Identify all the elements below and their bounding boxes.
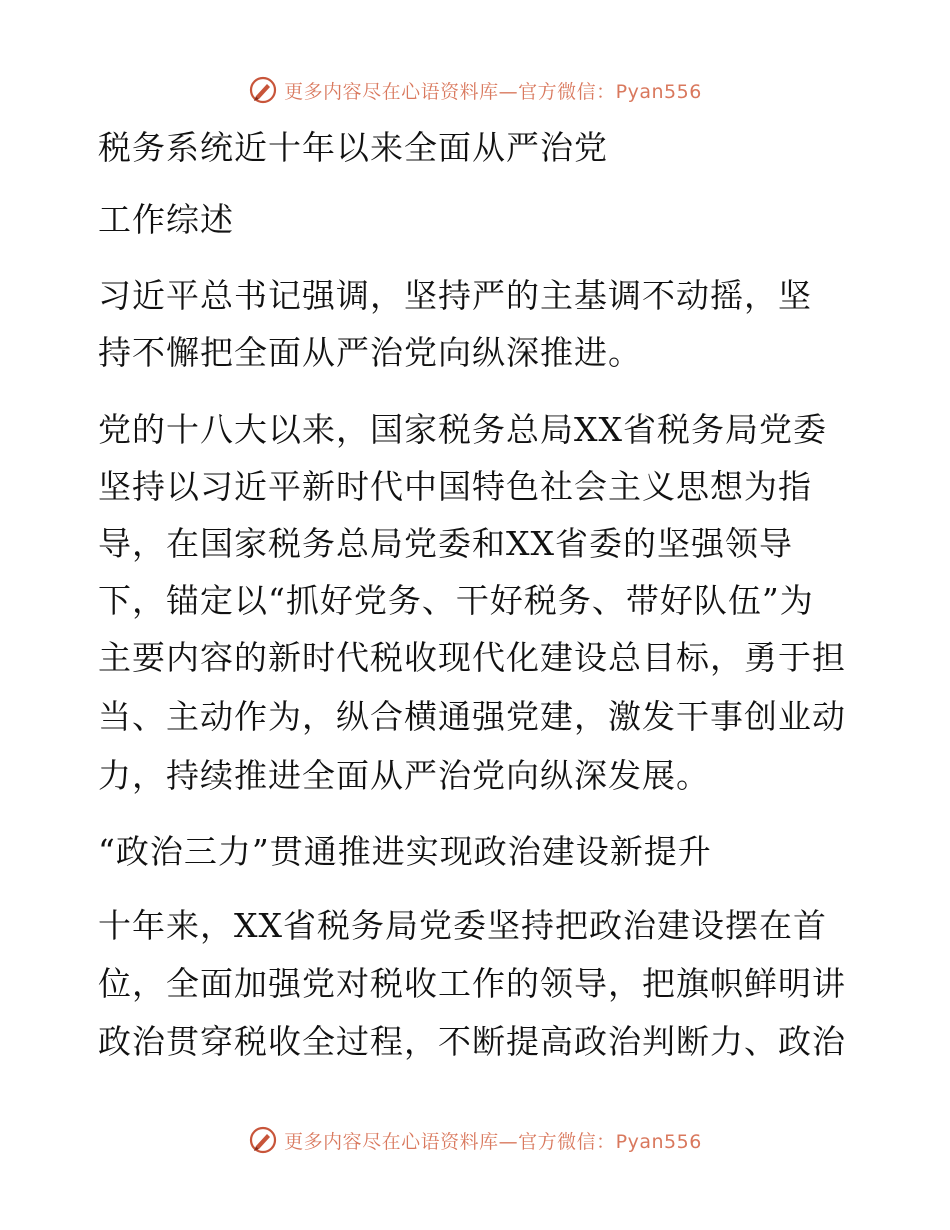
paragraph-line: 主要内容的新时代税收现代化建设总目标，勇于担: [98, 638, 846, 677]
paragraph-line: 政治贯穿税收全过程，不断提高政治判断力、政治: [98, 1022, 846, 1061]
doc-title-line-1: 税务系统近十年以来全面从严治党: [98, 128, 608, 167]
header-banner: [0, 70, 950, 110]
paragraph-line: 当、主动作为，纵合横通强党建，激发干事创业动: [98, 697, 846, 736]
paragraph-line: 坚持以习近平新时代中国特色社会主义思想为指: [98, 467, 812, 506]
header-banner-text: 更多内容尽在心语资料库—官方微信：Pyan556: [284, 80, 702, 103]
footer-banner: [0, 1120, 950, 1160]
pen-circle-logo-icon: [248, 1125, 278, 1155]
paragraph-line: 习近平总书记强调，坚持严的主基调不动摇，坚: [98, 276, 812, 315]
pen-circle-logo-icon: [248, 75, 278, 105]
paragraph-line: 导，在国家税务总局党委和XX省委的坚强领导: [98, 524, 793, 563]
paragraph-line: 位，全面加强党对税收工作的领导，把旗帜鲜明讲: [98, 964, 846, 1003]
footer-banner-text: 更多内容尽在心语资料库—官方微信：Pyan556: [284, 1130, 702, 1153]
section-heading: “政治三力”贯通推进实现政治建设新提升: [98, 832, 712, 871]
paragraph-line: 党的十八大以来，国家税务总局XX省税务局党委: [98, 410, 827, 449]
paragraph-line: 下，锚定以“抓好党务、干好税务、带好队伍”为: [98, 581, 814, 620]
doc-title-line-2: 工作综述: [98, 200, 234, 239]
paragraph-line: 持不懈把全面从严治党向纵深推进。: [98, 333, 642, 372]
paragraph-line: 十年来，XX省税务局党委坚持把政治建设摆在首: [98, 906, 827, 945]
paragraph-line: 力，持续推进全面从严治党向纵深发展。: [98, 756, 710, 795]
